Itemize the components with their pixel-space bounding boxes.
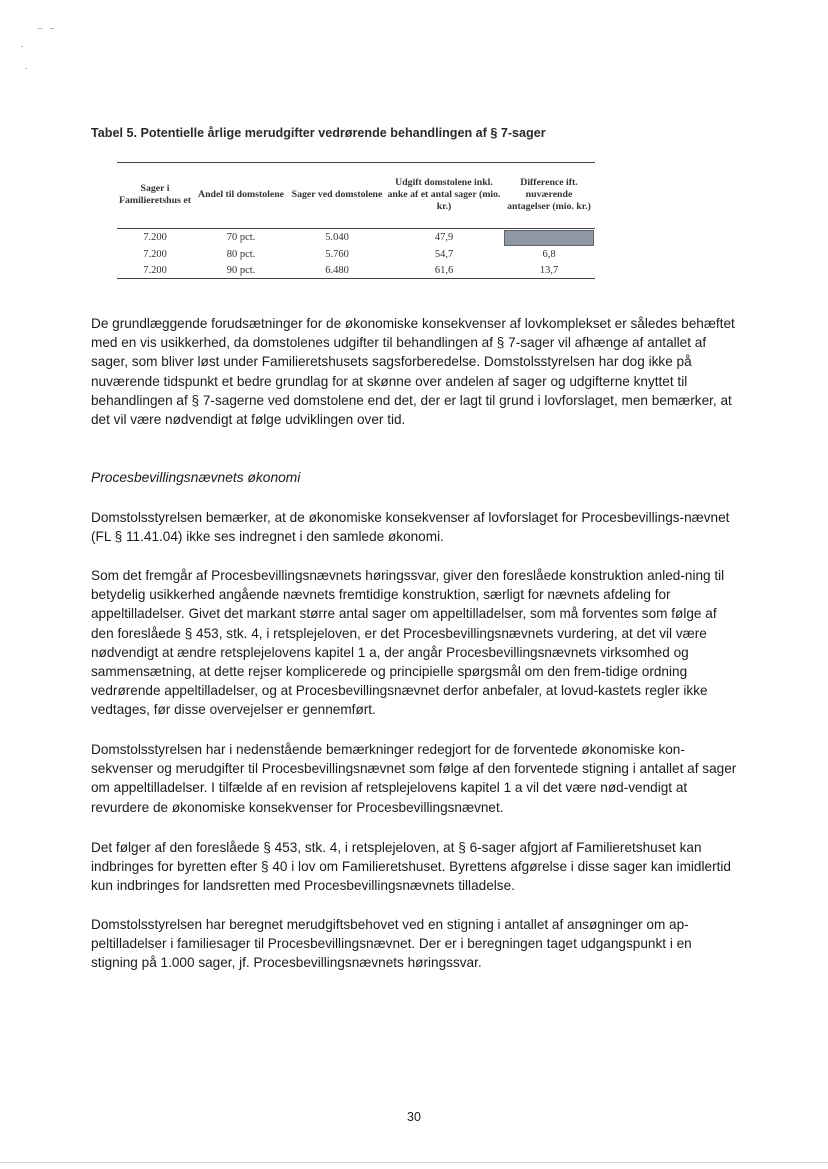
header-share-courts: Andel til domstolene [193, 163, 289, 229]
scan-mark [21, 46, 23, 47]
scan-mark [38, 28, 42, 29]
table-cell: 7.200 [143, 248, 167, 260]
scan-mark [50, 28, 54, 29]
table-cell: 47,9 [434, 232, 454, 243]
table-row [117, 229, 595, 247]
paragraph-assumptions: De grundlæggende forudsætninger for de økonomiske konsekvenser af lovkomplekset er således behæftet med en vis usikkerhed, da domstolenes udgifter til behandlingen af § 7-sager vil afhænge af antallet af sager, som bliver løst under Familieretshusets sagsforberedelse. Domstolsstyrelsen har dog ikke på nuværende tidspunkt et bedre grundlag for at skønne over andelen af sager og udgifterne knyttet til behandlingen af § 7-sagerne ved domstolene end det, der er lagt til grund i lovforslaget, men bemærker, at det vil være nødvendigt at følge udviklingen over tid. [91, 316, 735, 428]
header-difference: Difference ift. nuværende antagelser (mio. kr.) [503, 163, 595, 229]
header-court-expense: Udgift domstolene inkl. anke af et antal sager (mio. kr.) [385, 163, 503, 229]
paragraph-consultation-response: Som det fremgår af Procesbevillingsnævnets høringssvar, giver den foreslåede konstruktion anled-ning til betydelig usikkerhed angående nævnets fremtidige konstruktion, særligt for nævnets afdeling for appeltilladelser. Givet det markant større antal sager om appeltilladelser, som må forventes som følge af den foreslåede § 453, stk. 4, i retsplejeloven, er det Procesbevillingsnævnets vurdering, at det vil være nødvendigt at ændre retsplejelovens kapitel 1 a, der angår Procesbevillingsnævnets virksomhed og sammensætning, at dette rejser komplicerede og principielle spørgsmål om den frem-tidige ordning vedrørende appeltilladelser, og at Procesbevillingsnævnet derfor anbefaler, at lovud-kastets regler ikke vedtages, før disse overvejelser er gennemført. [91, 568, 725, 718]
paragraph-expected-costs: Domstolsstyrelsen har i nedenstående bemærkninger redegjort for de forventede økonomiske kon-sekvenser og merudgifter til Procesbevillingsnævnet som følge af den forventede stigning i antallet af sager om appeltilladelser. I tilfælde af en revision af retsplejelovens kapitel 1 a vil det være nød-vendigt at revurdere de økonomiske konsekvenser for Procesbevillingsnævnet. [91, 742, 737, 815]
table-cell: 61,6 [385, 262, 503, 279]
section-heading: Procesbevillingsnævnets økonomi [91, 470, 301, 485]
table-cell: 5.040 [325, 232, 349, 243]
table-row [117, 262, 595, 279]
table-row [117, 246, 595, 262]
table-cell: 13,7 [503, 262, 595, 279]
table-cell: 54,7 [434, 248, 454, 260]
table-cell: 6.480 [289, 262, 385, 279]
paragraph-calculation: Domstolsstyrelsen har beregnet merudgiftsbehovet ved en stigning i antallet af ansøgninger om ap-peltilladelser i familiesager til Procesbevillingsnævnet. Der er i beregningen taget udgangspunkt i en stigning på 1.000 sager, jf. Procesbevillingsnævnets høringssvar. [91, 917, 692, 971]
scan-mark [25, 68, 27, 69]
header-cases-family-court: Sager i Familieretshus et [117, 163, 193, 229]
header-cases-courts: Sager ved domstolene [289, 163, 385, 229]
footer-rule [0, 1162, 828, 1163]
table-cell [503, 229, 595, 247]
table-header-row [117, 163, 595, 229]
table-cell: 80 pct. [226, 248, 256, 260]
data-table [117, 162, 595, 279]
table-cell: 7.200 [117, 262, 193, 279]
table-cell: 6,8 [542, 248, 556, 260]
redaction-box [504, 230, 594, 246]
table-cell: 70 pct. [226, 232, 256, 243]
table-cell: 5.760 [325, 248, 349, 260]
paragraph-section-453: Det følger af den foreslåede § 453, stk. 4, i retsplejeloven, at § 6-sager afgjort af Familieretshuset kan indbringes for byretten efter § 40 i lov om Familieretshuset. Byrettens afgørelse i disse sager kan imidlertid kun indbringes for landsretten med Procesbevillingsnævnets tilladelse. [91, 840, 731, 894]
table-cell: 7.200 [143, 232, 167, 243]
table-caption: Tabel 5. Potentielle årlige merudgifter vedrørende behandlingen af § 7-sager [91, 126, 546, 140]
table-cell: 90 pct. [193, 262, 289, 279]
paragraph-procesbevilling-intro: Domstolsstyrelsen bemærker, at de økonomiske konsekvenser af lovforslaget for Procesbevillings-nævnet (FL § 11.41.04) ikke ses indregnet i den samlede økonomi. [91, 510, 730, 545]
page-number: 30 [407, 1110, 421, 1124]
